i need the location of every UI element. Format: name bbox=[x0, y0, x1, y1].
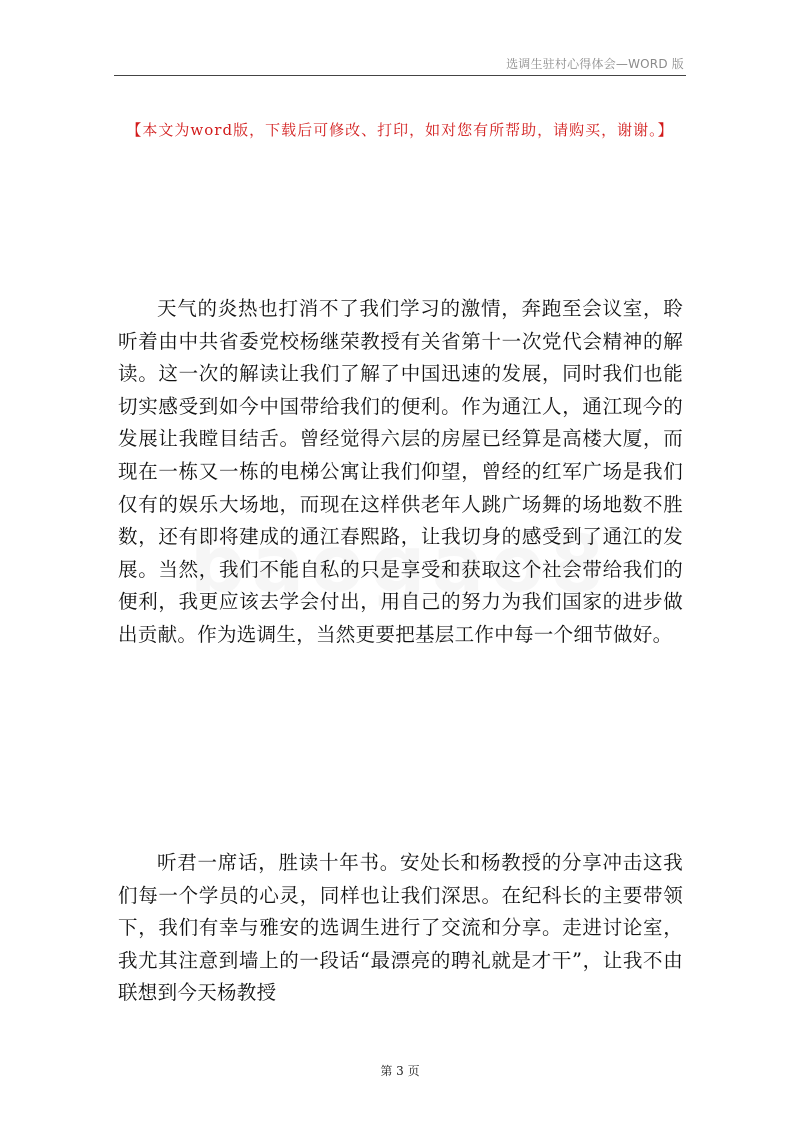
purchase-notice: 【本文为word版，下载后可修改、打印，如对您有所帮助，请购买，谢谢。】 bbox=[126, 121, 674, 139]
document-header-title: 选调生驻村心得体会—WORD 版 bbox=[506, 57, 684, 71]
body-paragraph-2: 听君一席话，胜读十年书。安处长和杨教授的分享冲击这我们每一个学员的心灵，同样也让我们深思。在纪科长的主要带领下，我们有幸与雅安的选调生进行了交流和分享。走进讨论室，我尤其注意到墙上的一段话“最漂亮的聘礼就是才干”，让我不由联想到今天杨教授 bbox=[118, 851, 683, 1005]
page-number: 第 3 页 bbox=[380, 1064, 420, 1078]
body-paragraph-1: 天气的炎热也打消不了我们学习的激情，奔跑至会议室，聆听着由中共省委党校杨继荣教授有关省第十一次党代会精神的解读。这一次的解读让我们了解了中国迅速的发展，同时我们也能切实感受到如今中国带给我们的便利。作为通江人，通江现今的发展让我瞠目结舌。曾经觉得六层的房屋已经算是高楼大厦，而现在一栋又一栋的电梯公寓让我们仰望，曾经的红军广场是我们仅有的娱乐大场地，而现在这样供老年人跳广场舞的场地数不胜数，还有即将建成的通江春熙路，让我切身的感受到了通江的发展。当然，我们不能自私的只是享受和获取这个社会带给我们的便利，我更应该去学会付出，用自己的努力为我们国家的进步做出贡献。作为选调生，当然更要把基层工作中每一个细节做好。 bbox=[118, 297, 683, 646]
header-divider bbox=[114, 75, 686, 76]
